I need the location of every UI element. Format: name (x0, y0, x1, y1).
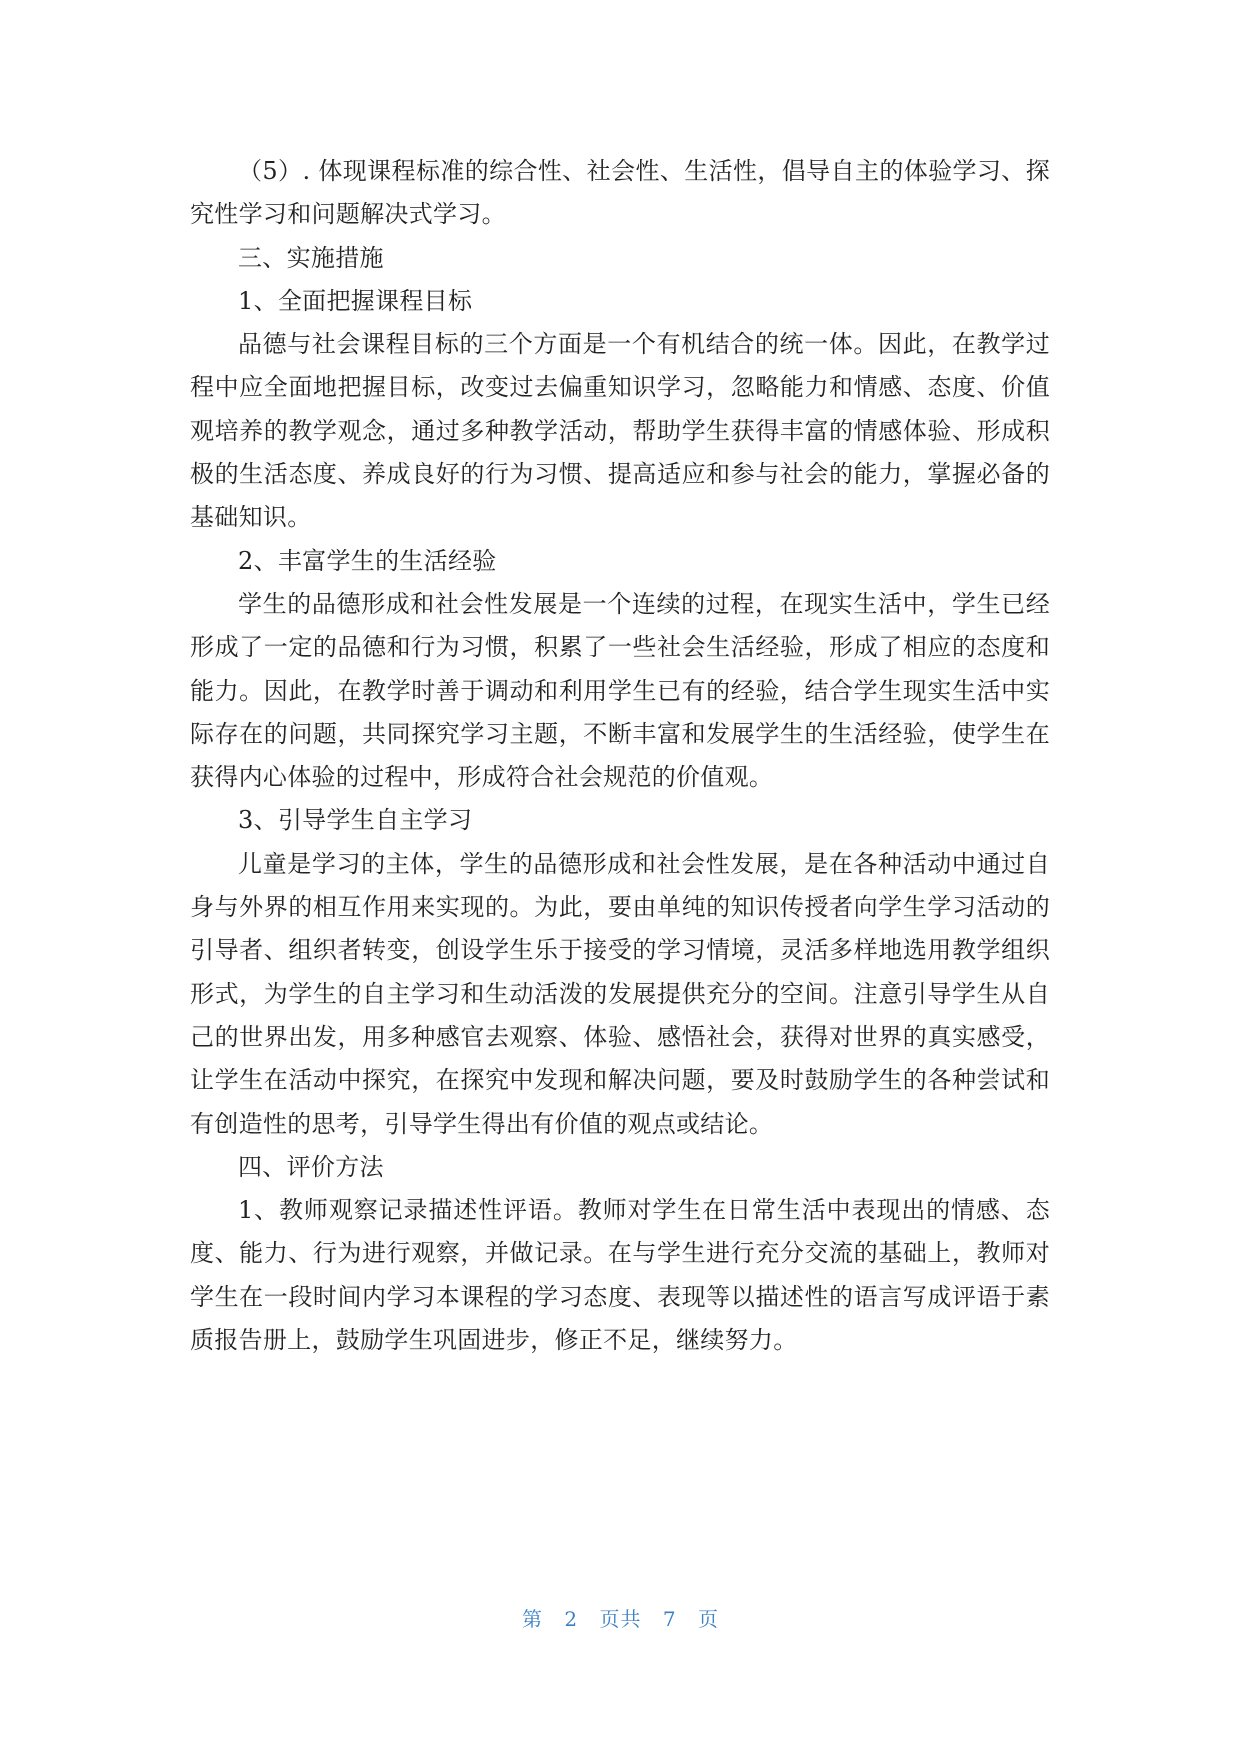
paragraph-standard-5: （5）. 体现课程标准的综合性、社会性、生活性，倡导自主的体验学习、探究性学习和问题解决式学习。 (190, 157, 1050, 229)
page-body (190, 150, 1050, 1362)
subheading-course-goals: 1、全面把握课程目标 (238, 286, 473, 315)
paragraph-evaluation-1: 1、教师观察记录描述性评语。教师对学生在日常生活中表现出的情感、态度、能力、行为进行观察，并做记录。在与学生进行充分交流的基础上，教师对学生在一段时间内学习本课程的学习态度、表现等以描述性的语言写成评语于素质报告册上，鼓励学生巩固进步，修正不足，继续努力。 (190, 1196, 1050, 1355)
paragraph-course-goals: 品德与社会课程目标的三个方面是一个有机结合的统一体。因此，在教学过程中应全面地把握目标，改变过去偏重知识学习，忽略能力和情感、态度、价值观培养的教学观念，通过多种教学活动，帮助学生获得丰富的情感体验、形成积极的生活态度、养成良好的行为习惯、提高适应和参与社会的能力，掌握必备的基础知识。 (190, 330, 1050, 532)
paragraph-life-experience: 学生的品德形成和社会性发展是一个连续的过程，在现实生活中，学生已经形成了一定的品德和行为习惯，积累了一些社会生活经验，形成了相应的态度和能力。因此，在教学时善于调动和利用学生已有的经验，结合学生现实生活中实际存在的问题，共同探究学习主题，不断丰富和发展学生的生活经验，使学生在获得内心体验的过程中，形成符合社会规范的价值观。 (190, 589, 1050, 792)
heading-evaluation: 四、评价方法 (238, 1152, 384, 1181)
subheading-life-experience: 2、丰富学生的生活经验 (238, 546, 497, 575)
footer-page-number: 2 (564, 1607, 579, 1631)
footer-total-pages: 7 (662, 1607, 677, 1631)
page-footer (0, 1603, 1241, 1632)
footer-prefix: 第 (522, 1607, 544, 1631)
heading-implementation: 三、实施措施 (238, 243, 384, 272)
paragraph-self-learning: 儿童是学习的主体，学生的品德形成和社会性发展，是在各种活动中通过自身与外界的相互作用来实现的。为此，要由单纯的知识传授者向学生学习活动的引导者、组织者转变，创设学生乐于接受的学习情境，灵活多样地选用教学组织形式，为学生的自主学习和生动活泼的发展提供充分的空间。注意引导学生从自己的世界出发，用多种感官去观察、体验、感悟社会，获得对世界的真实感受，让学生在活动中探究，在探究中发现和解决问题，要及时鼓励学生的各种尝试和有创造性的思考，引导学生得出有价值的观点或结论。 (190, 849, 1050, 1138)
footer-suffix: 页 (697, 1607, 719, 1631)
subheading-self-learning: 3、引导学生自主学习 (238, 806, 473, 835)
footer-middle: 页共 (599, 1607, 642, 1631)
